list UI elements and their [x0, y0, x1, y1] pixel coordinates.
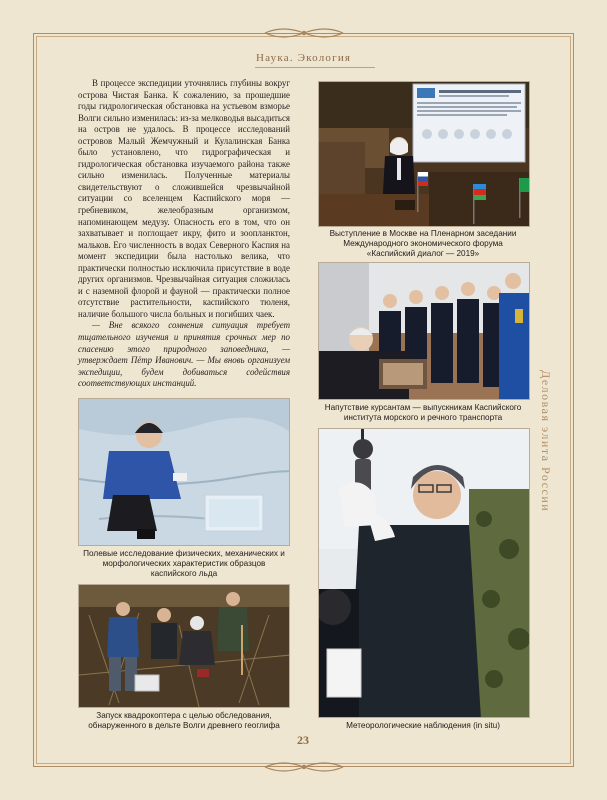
top-ornament-icon: [263, 25, 345, 41]
meteo-observation-photo: [318, 428, 530, 718]
vertical-magazine-title: Деловая элита России: [539, 370, 553, 513]
ice-research-caption: Полевые исследование физических, механических и морфологических характеристик образцов каспийского льда: [83, 549, 285, 578]
meteo-observation-caption: Метеорологические наблюдения (in situ): [346, 721, 500, 730]
cadets-caption: Напутствие курсантам — выпускникам Каспийского института морского и речного транспорта: [324, 403, 522, 422]
article-text: [78, 78, 290, 394]
article-paragraph-quote: — Вне всякого сомнения ситуация требует тщательного изучения и принятия срочных мер по спасению этого природного заповедника, — утверждает Пётр Иванович. — Мы вновь организуем экспедиции, будем добиваться содействия соответствующих инстанций.: [78, 320, 290, 389]
cadets-photo: [318, 262, 530, 400]
header-rule: [255, 67, 375, 68]
section-header: Наука. Экология: [256, 52, 352, 64]
article-paragraph-1: В процессе экспедиции уточнялись глубины вокруг острова Чистая Банка. К сожалению, за прошедшие годы гидрологическая обстановка на устьевом взморье Волги сильно изменилась: из-за мелководья высадиться на остров не удалось. В процессе исследований островов Малый Жемчужный и Кулалинская Банка было установлено, что гидрографическая и гидрологическая обстановка изучаемого района также сильно изменилась. Полученные материалы свидетельствуют о сложившейся чрезвычайной ситуации со вселенцем Каспийского моря — гребневиком, желеобразным организмом, напоминающем медузу. Опасность его в том, что он захватывает и поглощает икру, фито и зоопланктон, мальков. Его численность в водах Северного Каспия на момент экспедиции была настолько велика, что практически полностью исключила присутствие в воде других организмов. Чрезвычайная ситуация сложилась и с наземной флорой и фауной — практически полное отсутствие растительности, каспийского тюленя, наличие большого числа больных и погибших чаек.: [78, 78, 290, 319]
drone-launch-caption: Запуск квадрокоптера с целью обследования, обнаруженного в дельте Волги древнего геоглифа: [88, 711, 280, 730]
conference-caption: Выступление в Москве на Пленарном заседании Международного экономического форума «Каспийский диалог — 2019»: [329, 229, 517, 258]
conference-photo: [318, 81, 530, 227]
bottom-ornament-icon: [263, 759, 345, 775]
drone-launch-photo: [78, 584, 290, 708]
ice-research-photo: [78, 398, 290, 546]
page-number: 23: [297, 733, 309, 747]
